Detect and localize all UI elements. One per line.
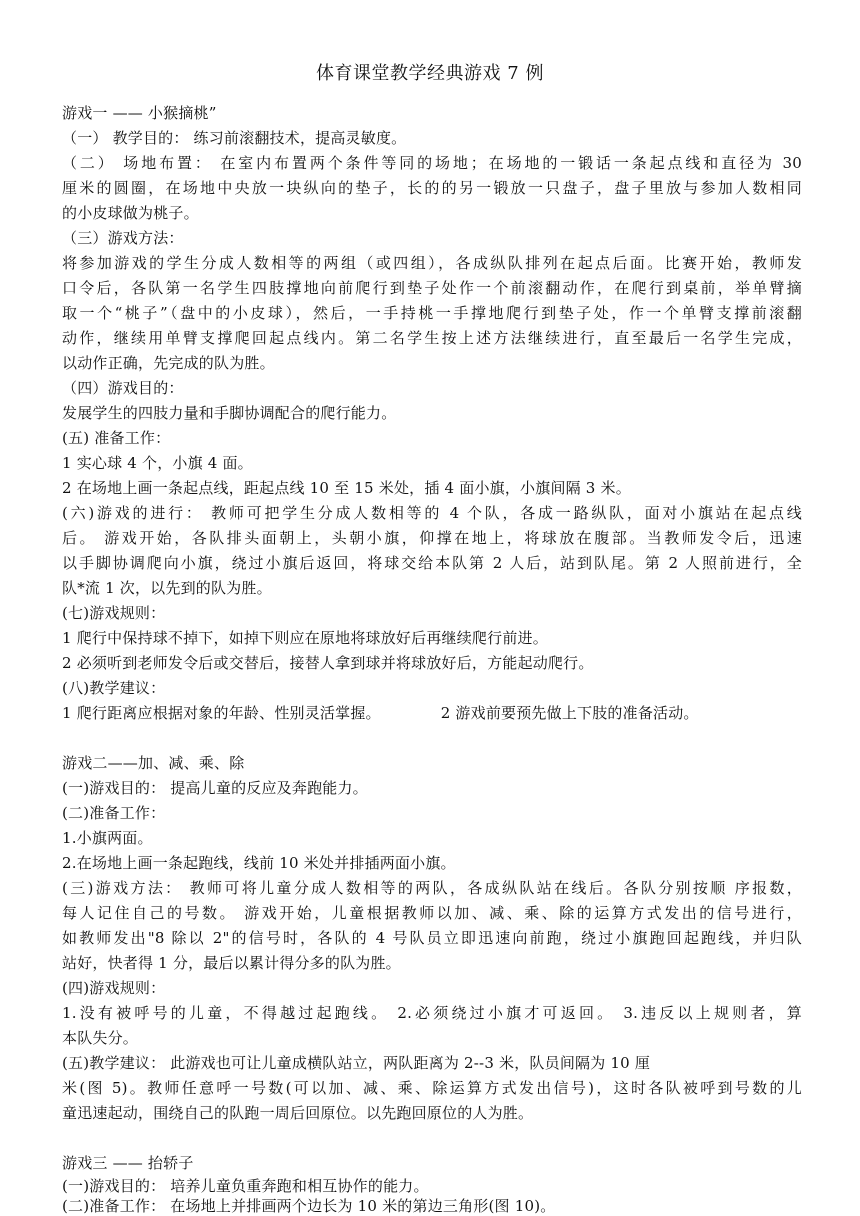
text-line: 取一个“桃子”（盘中的小皮球），然后，一手持桃一手撑地爬行到垫子处，作一个单臂支撑前滚翻 xyxy=(62,304,802,322)
text-line: 每人记住自己的号数。 游戏开始，儿童根据教师以加、减、乘、除的运算方式发出的信号进行， xyxy=(62,904,802,922)
text-line: 童迅速起动，围绕自己的队跑一周后回原位。以先跑回原位的人为胜。 xyxy=(62,1104,534,1122)
section-heading-game-3: 游戏三 —— 抬轿子 xyxy=(62,1154,194,1172)
text-line: 1.没有被呼号的儿童，不得越过起跑线。 2.必须绕过小旗才可返回。 3.违反以上规则者，算 xyxy=(62,1004,802,1022)
text-line: （一） 教学目的： 练习前滚翻技术，提高灵敏度。 xyxy=(62,129,407,147)
text-line: 后。 游戏开始，各队排头面朝上，头朝小旗，仰撑在地上，将球放在腹部。当教师发令后，迅速 xyxy=(62,529,802,547)
text-line: 1 实心球 4 个，小旗 4 面。 xyxy=(62,454,253,472)
text-line: (六)游戏的进行： 教师可把学生分成人数相等的 4 个队，各成一路纵队，面对小旗站在起点线 xyxy=(62,504,802,522)
text-line: (一)游戏目的： 提高儿童的反应及奔跑能力。 xyxy=(62,779,368,797)
text-line: (一)游戏目的： 培养儿童负重奔跑和相互协作的能力。 xyxy=(62,1177,429,1195)
text-line: (五) 准备工作： xyxy=(62,429,171,447)
text-line: 2.在场地上画一条起跑线，线前 10 米处并排插两面小旗。 xyxy=(62,854,456,872)
section-heading-game-1: 游戏一 —— 小猴摘桃” xyxy=(62,104,217,122)
text-line: (五)教学建议： 此游戏也可让儿童成横队站立，两队距离为 2--3 米，队员间隔为 10 厘 xyxy=(62,1054,651,1072)
text-line: 本队失分。 xyxy=(62,1029,139,1047)
text-line: 以手脚协调爬向小旗，绕过小旗后返回，将球交给本队第 2 人后，站到队尾。第 2 人照前进行，全 xyxy=(62,554,802,572)
text-line: 如教师发出"8 除以 2"的信号时，各队的 4 号队员立即迅速向前跑，绕过小旗跑回起跑线，并归队 xyxy=(62,929,802,947)
text-line: 1.小旗两面。 xyxy=(62,829,153,847)
text-line: 队*流 1 次，以先到的队为胜。 xyxy=(62,579,272,597)
text-line: 厘米的圆圈，在场地中央放一块纵向的垫子，长的的另一锻放一只盘子，盘子里放与参加人数相同 xyxy=(62,179,802,197)
text-line: 米(图 5)。教师任意呼一号数(可以加、减、乘、除运算方式发出信号)，这时各队被呼到号数的儿 xyxy=(62,1079,802,1097)
text-line: 发展学生的四肢力量和手脚协调配合的爬行能力。 xyxy=(62,404,397,422)
text-line: （二） 场地布置： 在室内布置两个条件等同的场地；在场地的一锻话一条起点线和直径为 30 xyxy=(62,154,802,172)
text-line: 将参加游戏的学生分成人数相等的两组（或四组），各成纵队排列在起点后面。比赛开始，教师发 xyxy=(62,254,802,272)
text-line: 动作，继续用单臂支撑爬回起点线内。第二名学生按上述方法继续进行，直至最后一名学生完成， xyxy=(62,329,802,347)
text-line: (八)教学建议： xyxy=(62,679,166,697)
text-line: (二)准备工作： xyxy=(62,804,166,822)
text-line: 站好，快者得 1 分，最后以累计得分多的队为胜。 xyxy=(62,954,401,972)
text-line: 2 必须听到老师发令后或交替后，接替人拿到球并将球放好后，方能起动爬行。 xyxy=(62,654,594,672)
document-title: 体育课堂教学经典游戏 7 例 xyxy=(316,63,544,84)
text-line: (四)游戏规则： xyxy=(62,979,166,997)
text-line: （四）游戏目的： xyxy=(62,379,184,397)
text-line: 以动作正确，先完成的队为胜。 xyxy=(62,354,275,372)
text-line: (七)游戏规则： xyxy=(62,604,166,622)
text-line: 口令后，各队第一名学生四肢撑地向前爬行到垫子处作一个前滚翻动作，在爬行到桌前，举单臂摘 xyxy=(62,279,802,297)
text-line: 1 爬行中保持球不掉下，如掉下则应在原地将球放好后再继续爬行前进。 xyxy=(62,629,548,647)
section-heading-game-2: 游戏二——加、减、乘、除 xyxy=(62,754,245,772)
text-line: (三)游戏方法： 教师可将儿童分成人数相等的两队，各成纵队站在线后。各队分别按顺 序报数， xyxy=(62,879,802,897)
text-line: 1 爬行距离应根据对象的年龄、性别灵活掌握。 2 游戏前要预先做上下肢的准备活动。 xyxy=(62,704,699,722)
text-line: 的小皮球做为桃子。 xyxy=(62,204,199,222)
text-line: （三）游戏方法： xyxy=(62,229,184,247)
text-line: (二)准备工作： 在场地上并排画两个边长为 10 米的第边三角形(图 10)。 xyxy=(62,1197,556,1215)
text-line: 2 在场地上画一条起点线，距起点线 10 至 15 米处，插 4 面小旗，小旗间隔 3 米。 xyxy=(62,479,631,497)
